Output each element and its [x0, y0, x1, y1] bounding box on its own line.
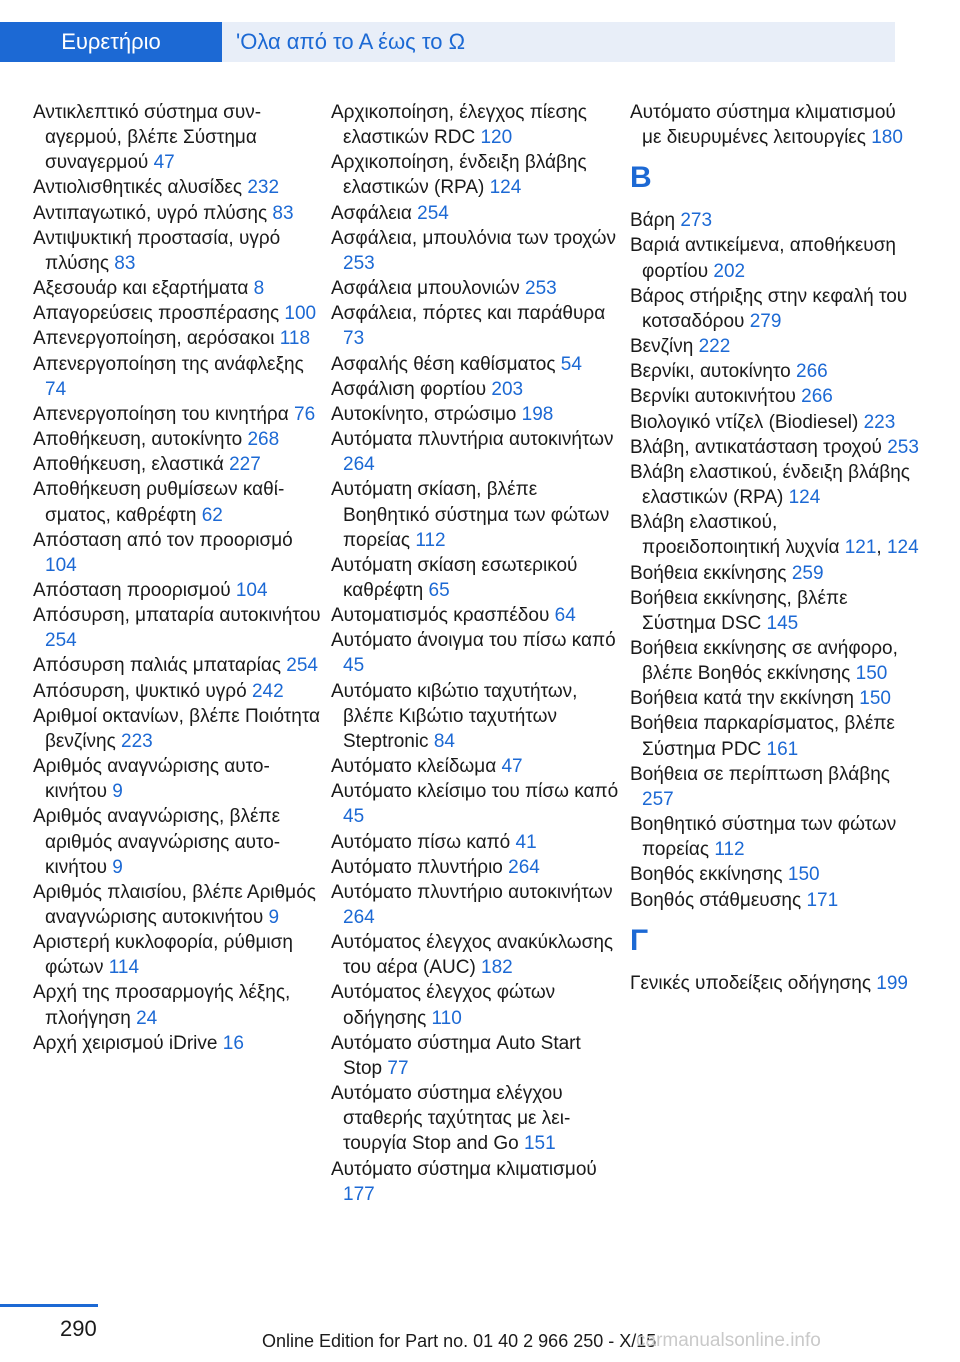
index-entry: [630, 686, 920, 711]
index-entry-term: Αυτόματος έλεγχος ανακύκλωσης του αέρα (AUC): [331, 932, 614, 979]
index-entry: [630, 561, 920, 586]
top-bar: [0, 0, 960, 66]
index-entry-term: Βοηθός εκκίνησης: [630, 864, 788, 886]
index-entry-term: Ασφάλεια, πόρτες και παράθυρα: [331, 303, 606, 325]
index-entry: [331, 679, 621, 754]
page-link[interactable]: 151: [523, 1133, 556, 1155]
index-entry-term: Βλάβη ελαστικού, ένδειξη βλάβης ελαστικών (RPA): [630, 461, 910, 509]
index-entry: [33, 804, 323, 879]
index-column-3: [630, 100, 920, 996]
index-entry-term: Απαγορεύσεις προσπέρασης: [33, 303, 285, 325]
index-entry: [33, 276, 323, 301]
page-link[interactable]: 45: [343, 655, 365, 677]
index-entry: [33, 326, 323, 351]
index-entry: [331, 553, 621, 603]
index-entry-term: Αυτόματο κλείδωμα: [331, 756, 502, 778]
index-entry-term: Αντιολισθητικές αλυσίδες: [33, 177, 248, 199]
index-entry-term: Αυτόματο σύστημα κλιματισμού: [331, 1158, 597, 1180]
index-entry-term: Αυτόματο πλυντήριο: [331, 856, 509, 878]
index-entry-term: Ασφάλιση φορτίου: [331, 378, 492, 400]
page-link[interactable]: 74: [45, 378, 67, 400]
index-entry-term: Αυτόματη σκίαση, βλέπε Βοηθητικό σύστημα των φώτων πορείας: [331, 479, 610, 551]
index-entry: [630, 812, 920, 862]
index-entry: [630, 862, 920, 887]
page-link[interactable]: 223: [121, 730, 153, 752]
index-entry: [33, 679, 323, 704]
page-link[interactable]: 124: [788, 487, 821, 509]
page-link[interactable]: 253: [343, 252, 375, 274]
page-link[interactable]: 104: [45, 554, 77, 576]
index-entry-term: Αρχικοποίηση, έλεγχος πίεσης ελαστικών RDC: [331, 102, 587, 149]
index-entry-term: Ασφαλής θέση καθίσματος: [331, 353, 561, 375]
index-entry-term: Απόσταση από τον προορισμό: [33, 529, 293, 551]
index-entry: [331, 603, 621, 628]
page-link[interactable]: 182: [481, 957, 513, 979]
index-entry: [33, 175, 323, 200]
index-entry: [331, 930, 621, 980]
index-entry: [630, 711, 920, 761]
page-link[interactable]: 112: [714, 839, 745, 861]
index-entry-term: Απόσυρση, μπαταρία αυτοκινήτου: [33, 605, 321, 627]
page-link[interactable]: 9: [268, 907, 280, 928]
index-entry: [33, 704, 323, 754]
index-entry-term: Αρχή της προσαρμογής λέξης, πλοήγηση: [33, 982, 291, 1029]
index-entry-term: Αριθμοί οκτανίων, βλέπε Ποιότητα βενζίνης: [33, 705, 321, 752]
index-entry: [33, 226, 323, 276]
page-link[interactable]: 83: [272, 202, 294, 224]
index-entry: [630, 410, 920, 435]
index-entry-term: Βοήθεια εκκίνησης, βλέπε Σύστημα DSC: [630, 587, 848, 634]
index-entry: [331, 830, 621, 855]
index-entry-term: Αυτόματο κιβώτιο ταχυτήτων, βλέπε Κιβώτιο ταχυτήτων Steptronic: [331, 680, 578, 752]
index-entry-term: Απενεργοποίηση του κινητήρα: [33, 403, 294, 425]
page-link[interactable]: 227: [229, 454, 261, 476]
index-entry: Βλάβη ελαστικού, προειδοποιητική λυχνία 121, 124: [630, 512, 919, 559]
index-entry-term: Αντικλεπτικό σύστημα συναγερμού, βλέπε Σύστημα συναγερμού: [33, 102, 262, 174]
index-letter-heading: Γ: [630, 923, 649, 957]
index-entry: [331, 1031, 621, 1081]
index-entry-term: Αυτοκίνητο, στρώσιμο: [331, 403, 522, 425]
page-link[interactable]: 232: [247, 177, 280, 199]
index-entry: [630, 359, 920, 384]
index-entry: [33, 603, 323, 653]
page-link[interactable]: 202: [713, 260, 746, 282]
page-link[interactable]: 120: [480, 127, 513, 149]
page-link[interactable]: 114: [108, 957, 140, 979]
index-entry-term: Απόσταση προορισμού: [33, 579, 236, 601]
index-entry-term: Βερνίκι, αυτοκίνητο: [630, 361, 796, 383]
page-link[interactable]: 124: [886, 537, 919, 559]
page-link[interactable]: 150: [787, 864, 820, 886]
index-entry-term: Ασφάλεια μπουλονιών: [331, 278, 526, 300]
index-entry: [331, 880, 621, 930]
index-column-1: [33, 100, 323, 1056]
index-entry-term: Βλάβη, αντικατάσταση τροχού: [630, 436, 888, 458]
page-link[interactable]: 268: [247, 429, 280, 451]
index-entry-term: Αντιπαγωτικό, υγρό πλύσης: [33, 202, 273, 224]
index-entry: [630, 435, 920, 460]
index-entry-term: Αυτόματο άνοιγμα του πίσω καπό: [331, 630, 616, 652]
page-link[interactable]: 77: [387, 1057, 409, 1079]
page-link[interactable]: 64: [554, 605, 576, 627]
page-link[interactable]: 222: [698, 336, 731, 358]
page-link[interactable]: 24: [136, 1007, 158, 1029]
page-link[interactable]: 264: [508, 856, 540, 878]
index-entry: [630, 636, 920, 686]
index-entry: [331, 754, 621, 779]
page-link[interactable]: 73: [343, 328, 365, 350]
index-entry-term: Αρχή χειρισμού iDrive: [33, 1032, 223, 1054]
index-entry: [331, 100, 621, 150]
index-entry: [331, 377, 621, 402]
page-link[interactable]: 121: [844, 537, 877, 559]
page-link[interactable]: 257: [642, 788, 674, 810]
page-link[interactable]: 273: [680, 210, 713, 232]
index-entry: [630, 460, 920, 510]
index-entry: [630, 971, 920, 996]
index-entry: [33, 352, 323, 402]
page-link[interactable]: 16: [222, 1032, 244, 1054]
page-link[interactable]: 180: [871, 127, 903, 149]
index-entry-term: Βοήθεια σε περίπτωση βλάβης: [630, 763, 890, 785]
page-link[interactable]: 124: [489, 177, 522, 199]
page-link[interactable]: 253: [525, 278, 557, 300]
index-entry-term: Βενζίνη: [630, 336, 699, 358]
index-entry: [33, 100, 323, 175]
footer-rule: [0, 1304, 98, 1307]
page-link[interactable]: 47: [153, 152, 175, 174]
index-entry: [630, 208, 920, 233]
index-entry-term: Αρχικοποίηση, ένδειξη βλάβης ελαστικών (RPA): [331, 152, 587, 199]
page-link[interactable]: 62: [201, 504, 223, 526]
page-link[interactable]: 76: [294, 403, 316, 425]
page-link[interactable]: 266: [801, 386, 833, 408]
page-link[interactable]: 8: [253, 278, 265, 300]
index-entry-term: Αυτόματη σκίαση εσωτερικού καθρέφτη: [331, 554, 578, 601]
index-entry-term: Απενεργοποίηση, αερόσακοι: [33, 328, 280, 350]
index-letter-heading: B: [630, 161, 652, 195]
page-link[interactable]: 242: [251, 680, 284, 702]
index-entry: [33, 980, 323, 1030]
index-entry-term: Αυτόματο πλυντήριο αυτοκινήτων: [331, 881, 613, 903]
page-link[interactable]: 9: [112, 781, 123, 803]
index-entry: [331, 1157, 621, 1207]
index-entry-term: Αυτόματα πλυντήρια αυτοκινήτων: [331, 429, 614, 451]
index-entry-term: Βερνίκι αυτοκινήτου: [630, 386, 802, 408]
index-entry-term: Ασφάλεια, μπουλόνια των τροχών: [331, 227, 616, 249]
page-link[interactable]: 100: [284, 303, 317, 325]
index-entry-term: Αντιψυκτική προστασία, υγρό πλύσης: [33, 227, 281, 274]
index-entry-term: Αριστερή κυκλοφορία, ρύθμιση φώτων: [33, 932, 293, 979]
index-entry: [331, 628, 621, 678]
index-entry: [33, 402, 323, 427]
index-entry: [630, 586, 920, 636]
page-link[interactable]: 254: [286, 655, 318, 677]
page-link[interactable]: 254: [417, 202, 449, 224]
index-entry-term: Βαριά αντικείμενα, αποθήκευση φορτίου: [630, 235, 896, 282]
page-link[interactable]: 171: [806, 889, 839, 911]
index-entry-term: Βοηθός στάθμευσης: [630, 889, 807, 911]
index-entry-term: Απόσυρση, ψυκτικό υγρό: [33, 680, 252, 702]
index-entry-term: Βλάβη ελαστικού, προειδοποιητική λυχνία: [630, 512, 845, 559]
index-entry-term: Απόσυρση παλιάς μπαταρίας: [33, 655, 287, 677]
index-entry-term: Βοήθεια εκκίνησης σε ανήφορο, βλέπε Βοηθός εκκίνησης: [630, 637, 898, 685]
index-entry: [33, 578, 323, 603]
index-entry: [331, 402, 621, 427]
page-link[interactable]: 253: [887, 436, 919, 458]
index-entry-term: Αυτόματο πίσω καπό: [331, 831, 516, 853]
page-link[interactable]: 41: [515, 831, 537, 853]
index-entry: [33, 427, 323, 452]
index-entry-term: Αριθμός πλαισίου, βλέπε Αριθμός αναγνώρισης αυτοκινήτου: [33, 881, 316, 928]
page-link[interactable]: 145: [766, 612, 799, 634]
page-link[interactable]: 150: [859, 688, 891, 710]
page-link[interactable]: 65: [428, 579, 450, 601]
index-entry: [331, 201, 621, 226]
page-link[interactable]: 84: [433, 730, 455, 752]
tab-index[interactable]: Ευρετήριο: [0, 22, 222, 62]
index-entry: [33, 201, 323, 226]
page-link[interactable]: 9: [112, 856, 123, 878]
page-link[interactable]: 203: [491, 378, 524, 400]
page-link[interactable]: 259: [791, 562, 824, 584]
edition-note: Online Edition for Part no. 01 40 2 966 250 - X/15: [262, 1331, 657, 1351]
index-entry-term: Γενικές υποδείξεις οδήγησης: [630, 972, 877, 994]
page-link[interactable]: 254: [45, 630, 77, 652]
tab-a-to-z[interactable]: 'Ολα από το Α έως το Ω: [222, 22, 895, 62]
page-link[interactable]: 47: [501, 756, 523, 778]
page-link[interactable]: 264: [343, 907, 375, 928]
index-entry: [33, 930, 323, 980]
page-link[interactable]: 110: [431, 1007, 462, 1029]
page-link[interactable]: 150: [855, 663, 888, 685]
index-entry: [630, 384, 920, 409]
watermark: carmanualsonline.info: [636, 1330, 821, 1351]
index-entry: [331, 276, 621, 301]
index-entry-term: Βάρος στήριξης στην κεφαλή του κοτσαδόρου: [630, 285, 908, 332]
index-entry-term: Αυτόματο κλείσιμο του πίσω καπό: [331, 781, 619, 803]
index-entry-term: Αριθμός αναγνώρισης, βλέπε αριθμός αναγνώρισης αυτοκινήτου: [33, 806, 281, 878]
index-entry: [331, 477, 621, 552]
index-entry: [630, 100, 920, 150]
index-entry: [33, 301, 323, 326]
index-entry: [33, 880, 323, 930]
index-entry: [630, 334, 920, 359]
index-entry-term: Αυτόματος έλεγχος φώτων οδήγησης: [331, 982, 556, 1029]
index-entry: [33, 653, 323, 678]
page-link[interactable]: 45: [343, 806, 365, 828]
page-link[interactable]: 279: [749, 310, 782, 332]
page-link[interactable]: 264: [343, 454, 375, 476]
page-link[interactable]: 198: [521, 403, 554, 425]
index-entry: [331, 150, 621, 200]
index-entry-term: Βοήθεια κατά την εκκίνηση: [630, 688, 860, 710]
index-entry: [33, 754, 323, 804]
index-entry-term: Αυτοματισμός κρασπέδου: [331, 605, 555, 627]
index-entry-term: Αριθμός αναγνώρισης αυτοκινήτου: [33, 756, 270, 803]
page-link[interactable]: 83: [114, 252, 136, 274]
page-link[interactable]: 199: [876, 972, 908, 994]
page-link[interactable]: 118: [279, 328, 311, 350]
index-entry: [33, 477, 323, 527]
index-entry-term: Βοήθεια παρκαρίσματος, βλέπε Σύστημα PDC: [630, 713, 895, 760]
index-entry: [33, 1031, 323, 1056]
index-entry: [33, 452, 323, 477]
index-entry-term: Αποθήκευση, αυτοκίνητο: [33, 429, 248, 451]
page-link[interactable]: 54: [560, 353, 582, 375]
page-number: 290: [60, 1316, 97, 1341]
index-column-2: [331, 100, 621, 1207]
page-link[interactable]: 177: [343, 1183, 375, 1205]
index-entry: [331, 301, 621, 351]
page-link[interactable]: 161: [766, 738, 799, 760]
index-entry: [630, 888, 920, 913]
index-entry: [331, 855, 621, 880]
index-entry: [33, 528, 323, 578]
index-entry: [630, 284, 920, 334]
index-entry-term: Αυτόματο σύστημα ελέγχου σταθερής ταχύτητας με λειτουργία Stop and Go: [331, 1083, 571, 1155]
index-entry-term: Απενεργοποίηση της ανάφλεξης: [33, 353, 304, 375]
page-link[interactable]: 112: [415, 529, 446, 551]
index-entry-term: Αυτόματο σύστημα Auto Start Stop: [331, 1032, 581, 1079]
index-entry: [630, 762, 920, 812]
index-entry: [331, 779, 621, 829]
index-entry: [331, 980, 621, 1030]
index-entry-term: Βοηθητικό σύστημα των φώτων πορείας: [630, 814, 897, 861]
page-link[interactable]: 266: [796, 361, 828, 383]
page-link[interactable]: 223: [863, 411, 896, 433]
index-entry-term: Αξεσουάρ και εξαρτήματα: [33, 278, 254, 300]
index-entry-term: Αποθήκευση ρυθμίσεων καθίσματος, καθρέφτη: [33, 479, 285, 526]
index-entry: [331, 427, 621, 477]
index-entry: [331, 226, 621, 276]
index-entry-term: Βάρη: [630, 210, 681, 232]
index-entry-term: Αποθήκευση, ελαστικά: [33, 454, 230, 476]
index-entry-term: Βοήθεια εκκίνησης: [630, 562, 792, 584]
index-entry-term: Βιολογικό ντίζελ (Biodiesel): [630, 411, 864, 433]
page-link[interactable]: 104: [235, 579, 268, 601]
index-entry: [331, 352, 621, 377]
index-entry: [630, 233, 920, 283]
index-entry: [331, 1081, 621, 1156]
index-entry-term: Αυτόματο σύστημα κλιματισμού με διευρυμένες λειτουργίες: [630, 102, 896, 149]
index-entry-term: Ασφάλεια: [331, 202, 418, 224]
